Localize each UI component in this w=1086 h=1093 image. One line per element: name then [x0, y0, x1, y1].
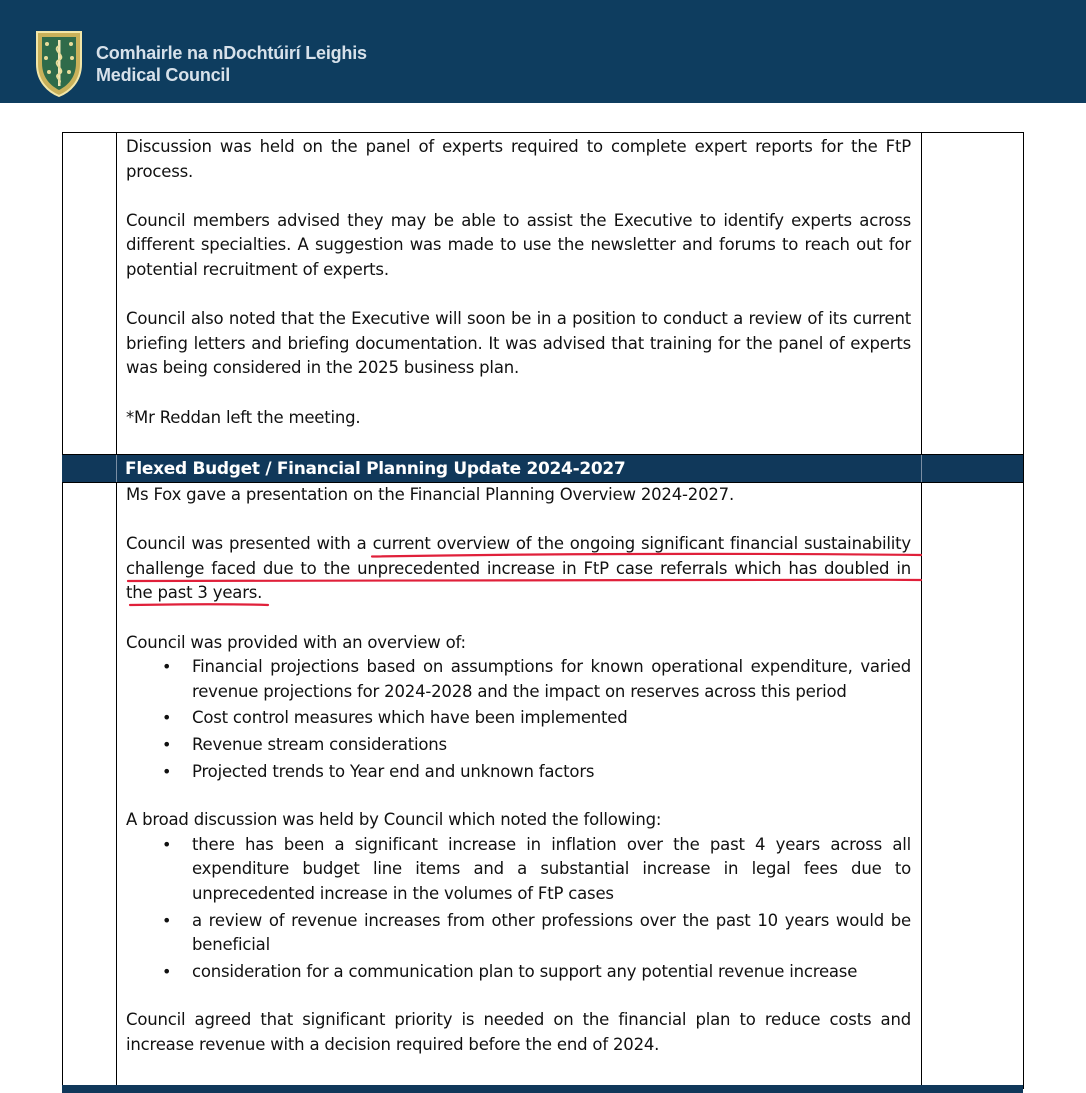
provided-intro: Council was provided with an overview of: — [126, 632, 466, 652]
column-divider-right — [921, 133, 922, 1089]
column-divider-left — [116, 133, 117, 1089]
provided-list — [126, 655, 911, 784]
list-item: • Revenue stream considerations — [126, 733, 911, 758]
heading-divider-left — [116, 455, 117, 482]
bullet-icon: • — [162, 961, 172, 981]
bullet-icon: • — [162, 657, 172, 677]
bullet-icon: • — [162, 834, 172, 854]
section-heading-row — [62, 454, 1023, 483]
organisation-name — [96, 42, 367, 86]
paragraph: Council also noted that the Executive will soon be in a position to conduct a review of its current briefing letters and briefing documentation. It was advised that training for the panel of experts was being considered in the 2025 business plan. — [126, 309, 911, 378]
conclusion-paragraph: Council agreed that significant priority is needed on the financial plan to reduce costs and increase revenue with a decision required before the end of 2024. — [126, 1010, 911, 1054]
medical-crest-icon — [33, 28, 85, 98]
minutes-table — [62, 132, 1024, 1089]
section-expert-panel — [126, 135, 911, 430]
org-name-english: Medical Council — [96, 65, 231, 85]
list-item: • Cost control measures which have been implemented — [126, 706, 911, 731]
list-item: • Projected trends to Year end and unknown factors — [126, 760, 911, 785]
discussion-list — [126, 833, 911, 985]
paragraph: *Mr Reddan left the meeting. — [126, 407, 361, 427]
paragraph: Council members advised they may be able to assist the Executive to identify experts across different specialties. A suggestion was made to use the newsletter and forums to reach out for potential recruitment of experts. — [126, 210, 911, 279]
bullet-icon: • — [162, 708, 172, 728]
list-item: • a review of revenue increases from other professions over the past 10 years would be beneficial — [162, 910, 911, 955]
section-financial-planning — [126, 483, 911, 1057]
org-name-irish: Comhairle na nDochtúirí Leighis — [96, 43, 367, 63]
list-item: • consideration for a communication plan to support any potential revenue increase — [126, 960, 911, 985]
heading-divider-right — [921, 455, 922, 482]
overview-prefix: Council was presented with a — [126, 534, 373, 554]
page-header — [0, 0, 1086, 103]
bullet-icon: • — [162, 761, 172, 781]
bullet-icon: • — [162, 734, 172, 754]
list-item: • Financial projections based on assumptions for known operational expenditure, varied revenue projections for 2024-2028 and the impact on reserves across this period — [162, 657, 911, 701]
overview-highlight: current overview of the ongoing significant financial sustainability challenge faced due to the unprecedented increase in FtP case referrals which has doubled in the past 3 years. — [126, 534, 911, 603]
list-item: • there has been a significant increase in inflation over the past 4 years across all expenditure budget line items and a substantial increase in legal fees due to unprecedented increase in the volumes of FtP cases — [162, 834, 911, 903]
paragraph: Discussion was held on the panel of experts required to complete expert reports for the FtP process. — [126, 137, 911, 181]
bullet-icon: • — [162, 910, 172, 930]
overview-paragraph — [126, 532, 911, 606]
next-section-bar — [62, 1085, 1023, 1093]
section-heading: Flexed Budget / Financial Planning Update 2024-2027 — [125, 459, 626, 479]
intro-paragraph: Ms Fox gave a presentation on the Financial Planning Overview 2024-2027. — [126, 485, 735, 504]
discussion-intro: A broad discussion was held by Council which noted the following: — [126, 810, 662, 830]
